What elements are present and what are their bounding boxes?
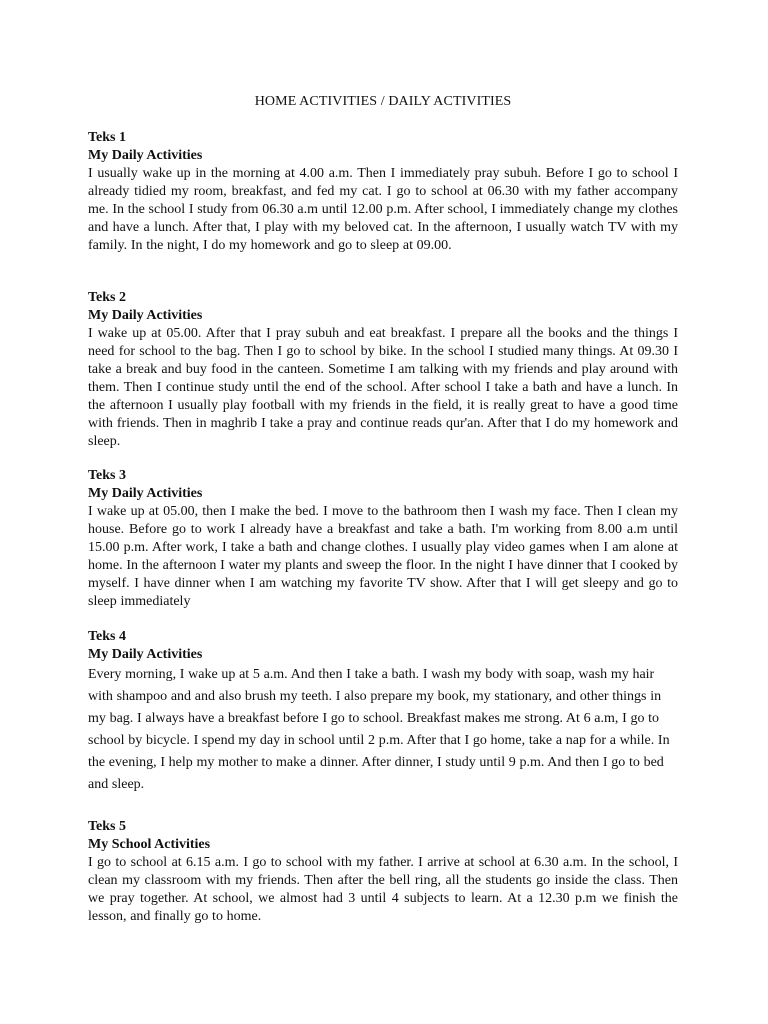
section-label: Teks 2 bbox=[88, 290, 127, 305]
section-heading: My School Activities bbox=[88, 837, 211, 852]
document-title: HOME ACTIVITIES / DAILY ACTIVITIES bbox=[254, 94, 512, 109]
section-label: Teks 4 bbox=[88, 629, 127, 644]
text-section-2 bbox=[88, 289, 678, 451]
text-section-5 bbox=[88, 818, 678, 926]
section-label: Teks 3 bbox=[88, 468, 127, 483]
section-body: I wake up at 05.00, then I make the bed. I move to the bathroom then I wash my face. Then I clean my house. Before go to work I already have a breakfast and take a bath. I'm working from 8.00 a.m until 15.00 p.m. After work, I take a bath and change clothes. I usually play video games when I am alone at home. In the afternoon I water my plants and sweep the floor. In the night I have dinner that I cooked by myself. I have dinner when I am watching my favorite TV show. After that I will get sleepy and go to sleep immediately bbox=[88, 504, 678, 609]
text-section-4 bbox=[88, 628, 678, 796]
section-body: I wake up at 05.00. After that I pray subuh and eat breakfast. I prepare all the books and the things I need for school to the bag. Then I go to school by bike. In the school I studied many things. At 09.30 I take a break and buy food in the canteen. Sometime I am talking with my friends and play around with them. Then I continue study until the end of the school. After school I take a bath and have a lunch. In the afternoon I usually play football with my friends in the field, it is really great to have a good time with friends. Then in maghrib I take a pray and continue reads qur'an. After that I do my homework and sleep. bbox=[88, 326, 678, 449]
text-section-3 bbox=[88, 467, 678, 611]
section-heading: My Daily Activities bbox=[88, 148, 203, 163]
section-body: I go to school at 6.15 a.m. I go to school with my father. I arrive at school at 6.30 a.m. In the school, I clean my classroom with my friends. Then after the bell ring, all the students go inside the class. Then we pray together. At school, we almost had 3 until 4 subjects to learn. At a 12.30 p.m we finish the lesson, and finally go to home. bbox=[88, 855, 678, 924]
section-label: Teks 5 bbox=[88, 819, 127, 834]
section-heading: My Daily Activities bbox=[88, 647, 203, 662]
section-label: Teks 1 bbox=[88, 130, 127, 145]
section-body: Every morning, I wake up at 5 a.m. And then I take a bath. I wash my body with soap, wash my hair with shampoo and and also brush my teeth. I also prepare my book, my stationary, and other things in my bag. I always have a breakfast before I go to school. Breakfast makes me strong. At 6 a.m, I go to school by bicycle. I spend my day in school until 2 p.m. After that I go home, take a nap for a while. In the evening, I help my mother to make a dinner. After dinner, I study until 9 p.m. And then I go to bed and sleep. bbox=[88, 667, 670, 792]
section-heading: My Daily Activities bbox=[88, 486, 203, 501]
section-heading: My Daily Activities bbox=[88, 308, 203, 323]
text-section-1 bbox=[88, 129, 678, 255]
section-body: I usually wake up in the morning at 4.00 a.m. Then I immediately pray subuh. Before I go to school I already tidied my room, breakfast, and fed my cat. I go to school at 06.30 with my father accompany me. In the school I study from 06.30 a.m until 12.00 p.m. After school, I immediately change my clothes and have a lunch. After that, I play with my beloved cat. In the afternoon, I usually watch TV with my family. In the night, I do my homework and go to sleep at 09.00. bbox=[88, 166, 678, 253]
